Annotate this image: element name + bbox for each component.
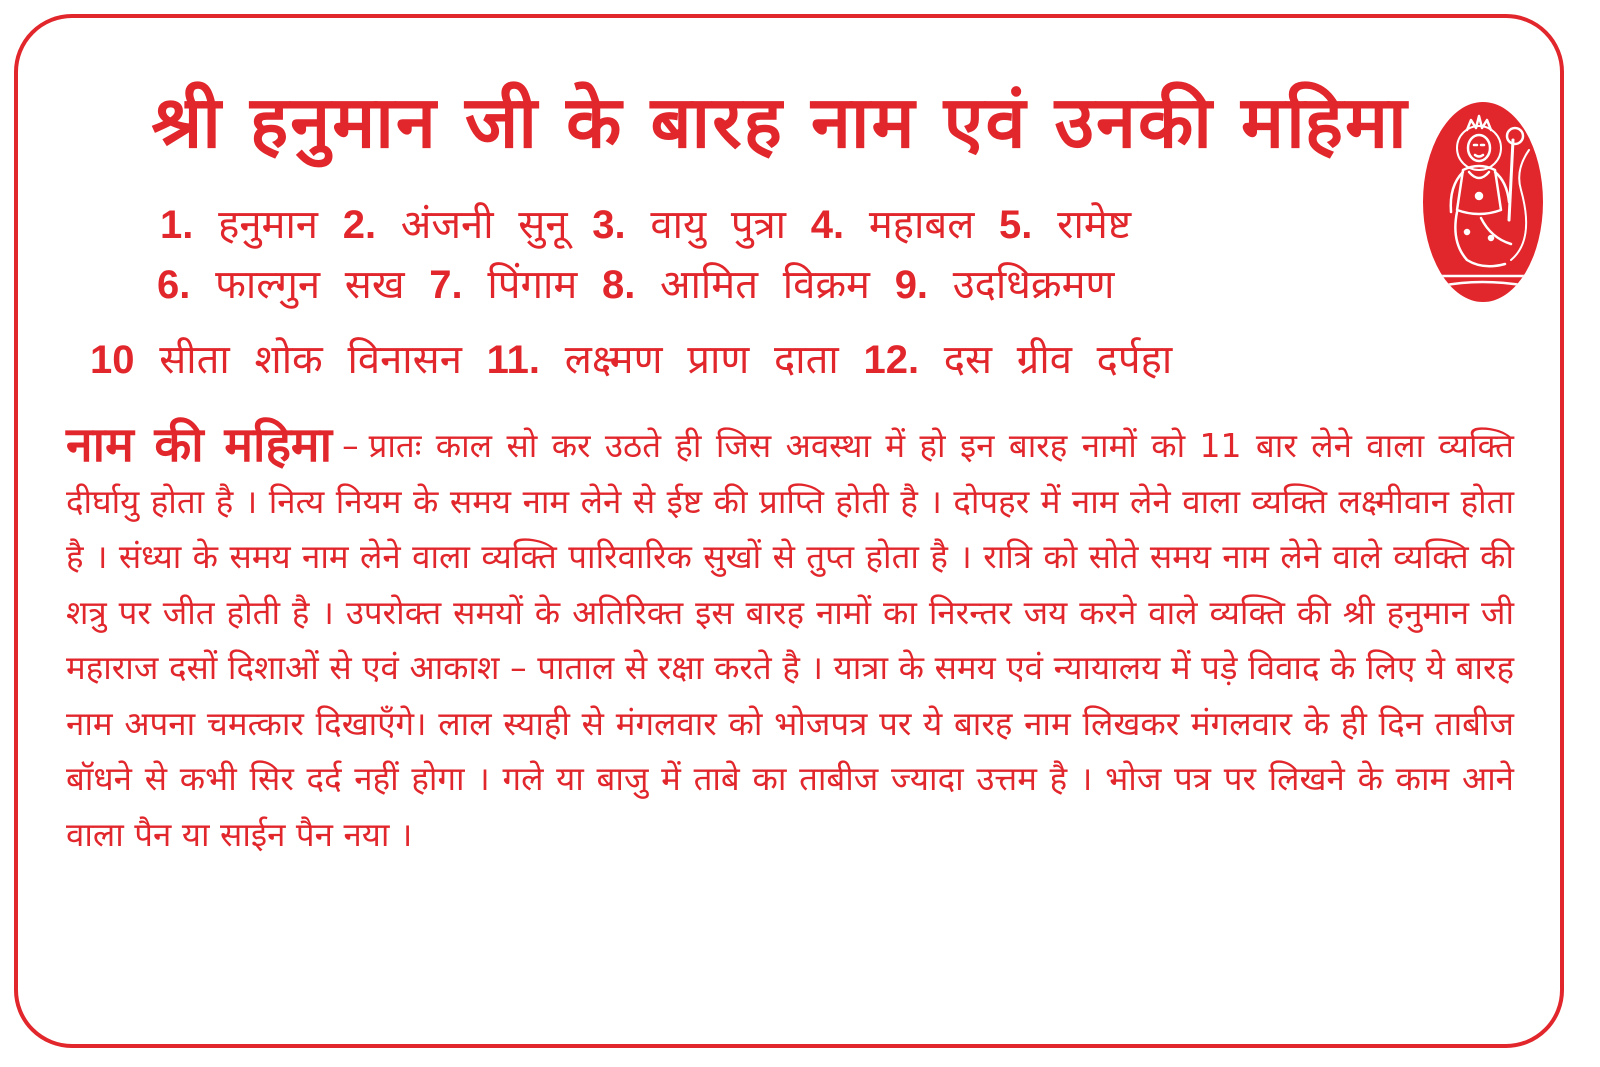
name-text: पिंगाम (487, 262, 578, 308)
name-number: 5. (999, 203, 1033, 247)
name-text: उदधिक्रमण (952, 262, 1115, 308)
name-number: 8. (601, 263, 636, 307)
names-line-3 (90, 330, 1172, 390)
name-text: महाबल (868, 202, 975, 248)
name-number: 3. (592, 203, 626, 247)
name-number: 2. (342, 203, 377, 247)
name-text: वायु पुत्रा (650, 202, 787, 248)
name-number: 6. (157, 263, 191, 307)
mahima-heading: नाम की महिमा (66, 417, 333, 473)
name-text: आमित विक्रम (660, 262, 870, 308)
heading-dash: – (342, 426, 359, 465)
name-text: अंजनी सुनू (400, 202, 568, 248)
name-text: रामेष्ट (1057, 202, 1132, 248)
name-text: दस ग्रीव दर्पहा (943, 337, 1173, 383)
mahima-text: प्रातः काल सो कर उठते ही जिस अवस्था में हो इन बारह नामों को 11 बार लेने वाला व्यक्ति दीर्घायु होता है । नित्य नियम के समय नाम लेने से ईष्ट की प्राप्ति होती है । दोपहर में नाम लेने वाला व्यक्ति लक्ष्मीवान होता है । संध्या के समय नाम लेने वाला व्यक्ति पारिवारिक सुखों से तुप्त होता है । रात्रि को सोते समय नाम लेने वाले व्यक्ति की शत्रु पर जीत होती है । उपरोक्त समयों के अतिरिक्त इस बारह नामों का निरन्तर जय करने वाले व्यक्ति की श्री हनुमान जी महाराज दसों दिशाओं से एवं आकाश – पाताल से रक्षा करते है । यात्रा के समय एवं न्यायालय में पड़े विवाद के लिए ये बारह नाम अपना चमत्कार दिखाएँगे। लाल स्याही से मंगलवार को भोजपत्र पर ये बारह नाम लिखकर मंगलवार के ही दिन ताबीज बॉधने से कभी सिर दर्द नहीं होगा । गले या बाजु में ताबे का ताबीज ज्यादा उत्तम है । भोज पत्र पर लिखने के काम आने वाला पैन या साईन पैन नया । (66, 426, 1514, 854)
name-text: लक्ष्मण प्राण दाता (564, 337, 839, 383)
name-text: हनुमान (218, 202, 318, 248)
name-text: फाल्गुन सख (215, 262, 405, 308)
mahima-paragraph (66, 418, 1514, 862)
name-number: 4. (810, 203, 845, 247)
name-number: 11. (486, 338, 541, 382)
name-number: 1. (160, 203, 194, 247)
hanuman-portrait-icon (1421, 100, 1545, 304)
names-line-2 (157, 255, 1114, 315)
name-number: 7. (429, 263, 463, 307)
name-number: 10 (90, 338, 135, 382)
names-line-1 (160, 195, 1131, 255)
name-text: सीता शोक विनासन (159, 337, 462, 383)
page-title: श्री हनुमान जी के बारह नाम एवं उनकी महिमा (151, 79, 1409, 164)
name-number: 12. (863, 338, 920, 382)
name-number: 9. (894, 263, 929, 307)
